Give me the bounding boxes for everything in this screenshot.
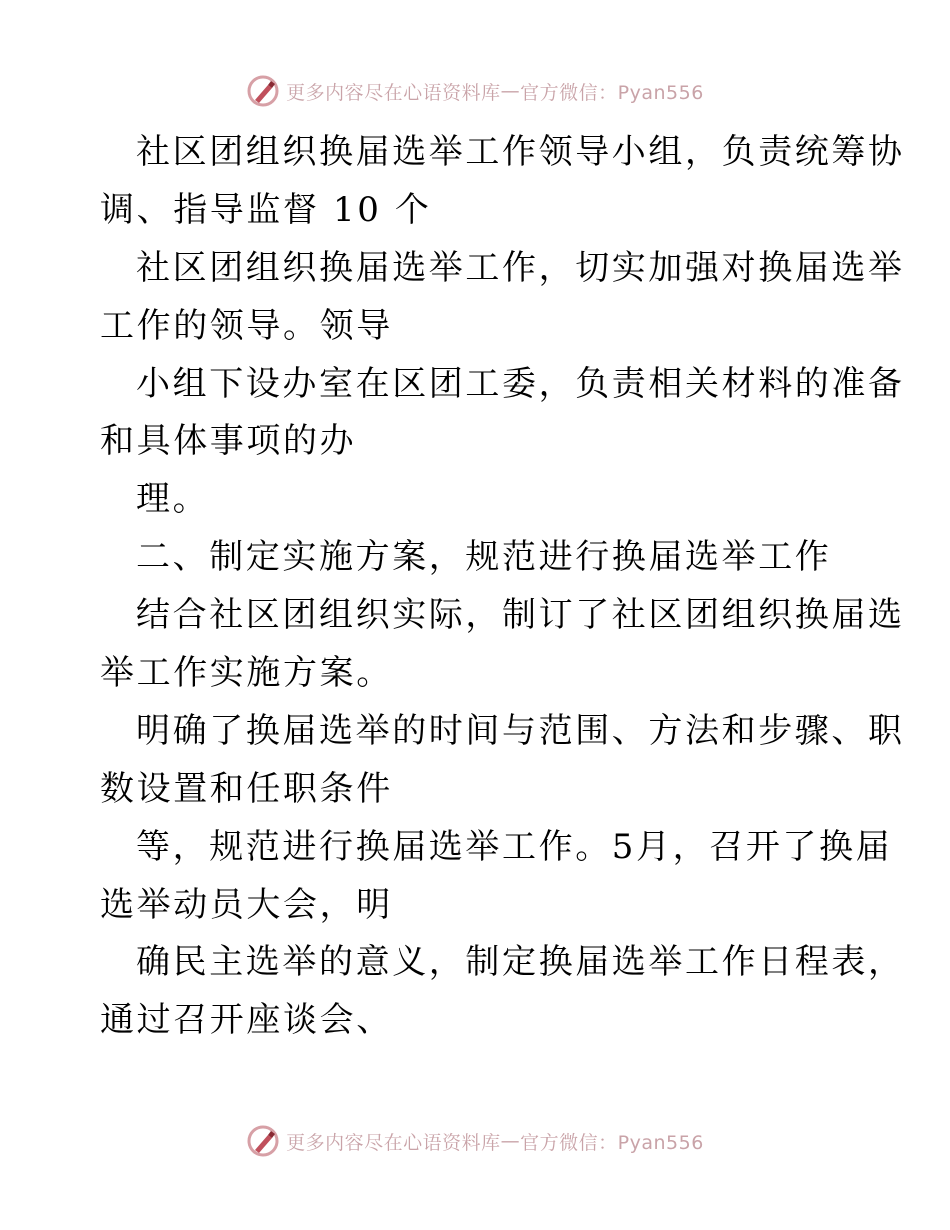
- body-line: 结合社区团组织实际，制订了社区团组织换届选: [136, 595, 905, 636]
- watermark-dash: —: [500, 1130, 521, 1152]
- body-line: 社区团组织换届选举工作领导小组，负责统筹协: [136, 132, 905, 172]
- watermark-main-text: 更多内容尽在心语资料库: [286, 1131, 501, 1154]
- body-line: 理。: [136, 479, 210, 520]
- body-line: 选举动员大会，明: [100, 884, 393, 925]
- body-line: 社区团组织换届选举工作，切实加强对换届选举: [136, 247, 905, 288]
- document-body: [100, 124, 905, 1050]
- header-watermark: [0, 71, 950, 111]
- body-line: 明确了换届选举的时间与范围、方法和步骤、职: [136, 710, 905, 751]
- body-line: 通过召开座谈会、: [100, 1000, 393, 1041]
- watermark-dash: —: [500, 80, 521, 102]
- watermark-wechat-text: 官方微信：Pyan556: [520, 1131, 704, 1154]
- footer-watermark: [0, 1121, 950, 1161]
- body-line: 和具体事项的办: [100, 421, 357, 462]
- body-line: 工作的领导。领导: [100, 305, 393, 346]
- body-line: 举工作实施方案。: [100, 653, 393, 694]
- watermark-main-text: 更多内容尽在心语资料库: [286, 81, 501, 104]
- section-heading: 二、制定实施方案，规范进行换届选举工作: [136, 537, 832, 578]
- pen-circle-logo-icon: [246, 74, 280, 108]
- body-line: 数设置和任职条件: [100, 768, 393, 809]
- pen-circle-logo-icon: [246, 1124, 280, 1158]
- body-line: 小组下设办室在区团工委，负责相关材料的准备: [136, 363, 905, 404]
- watermark-wechat-text: 官方微信：Pyan556: [520, 81, 704, 104]
- body-line: 调、指导监督 10 个: [100, 189, 432, 230]
- body-line: 等，规范进行换届选举工作。5月，召开了换届: [136, 826, 893, 867]
- body-line: 确民主选举的意义，制定换届选举工作日程表，: [136, 942, 905, 983]
